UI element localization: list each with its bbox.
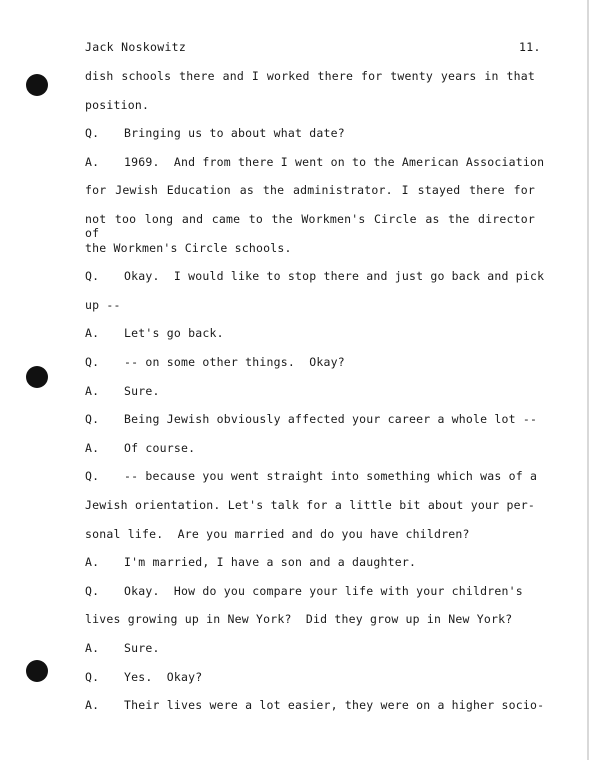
speaker-label: A. (85, 326, 100, 341)
line-text: Okay. How do you compare your life with your children's (124, 583, 523, 598)
line-text: Bringing us to about what date? (124, 126, 345, 141)
transcript-line (85, 98, 149, 112)
speaker-label: Q. (85, 355, 100, 369)
speaker-label: A. (85, 383, 100, 398)
transcript-line (85, 126, 345, 140)
line-text: Their lives were a lot easier, they were on a higher socio- (124, 698, 545, 713)
line-text: position. (85, 97, 150, 112)
transcript-line (85, 584, 523, 598)
transcript-line (85, 241, 292, 255)
line-text: the Workmen's Circle schools. (85, 240, 292, 255)
line-text: 1969. And from there I went on to the American Association (124, 154, 545, 169)
line-text: Sure. (124, 641, 160, 655)
line-text: Okay. I would like to stop there and just go back and pick (124, 269, 545, 284)
transcript-line (85, 212, 535, 240)
line-text: Yes. Okay? (124, 669, 203, 684)
speaker-label: Q. (85, 469, 100, 484)
binder-hole-middle (26, 366, 48, 388)
speaker-label: Q. (85, 412, 100, 427)
transcript-line (85, 298, 121, 312)
line-text: Sure. (124, 383, 160, 398)
transcript-line (85, 155, 544, 169)
line-text: Let's go back. (124, 326, 224, 341)
speaker-label: A. (85, 555, 100, 570)
speaker-label: Q. (85, 269, 100, 284)
line-text: dish schools there and I worked there for twenty years in that (85, 69, 535, 83)
speaker-label: Q. (85, 126, 100, 141)
line-text: Jewish orientation. Let's talk for a little bit about your per- (85, 498, 535, 512)
binder-hole-bottom (26, 660, 48, 682)
line-text: lives growing up in New York? Did they grow up in New York? (85, 612, 513, 627)
transcript-line (85, 326, 224, 340)
transcript-line (85, 698, 544, 712)
transcript-line (85, 441, 195, 455)
line-text: for Jewish Education as the administrator. I stayed there for (85, 183, 535, 198)
speaker-label: Q. (85, 583, 100, 598)
speaker-label: A. (85, 154, 100, 169)
speaker-label: A. (85, 698, 100, 713)
line-text: not too long and came to the Workmen's Circle as the director of (85, 212, 535, 240)
line-text: I'm married, I have a son and a daughter. (124, 555, 417, 570)
line-text: Of course. (124, 440, 196, 455)
transcript-line (85, 412, 537, 426)
transcript-line (85, 69, 535, 83)
header-page-number: 11. (519, 40, 541, 54)
transcript-line (85, 183, 535, 197)
line-text: sonal life. Are you married and do you have children? (85, 526, 470, 541)
line-text: -- on some other things. Okay? (124, 355, 345, 369)
transcript-line (85, 498, 535, 512)
transcript-line (85, 641, 160, 655)
transcript-line (85, 612, 512, 626)
binder-hole-top (26, 74, 48, 96)
speaker-label: A. (85, 641, 100, 655)
speaker-label: A. (85, 440, 100, 455)
transcript-line (85, 355, 345, 369)
transcript-line (85, 527, 470, 541)
line-text: up -- (85, 297, 121, 312)
header-author: Jack Noskowitz (85, 40, 187, 54)
transcript-line (85, 469, 537, 483)
speaker-label: Q. (85, 669, 100, 684)
line-text: -- because you went straight into something which was of a (124, 469, 538, 484)
transcript-line (85, 555, 416, 569)
line-text: Being Jewish obviously affected your career a whole lot -- (124, 412, 538, 427)
transcript-line (85, 670, 202, 684)
transcript-line (85, 269, 544, 283)
transcript-line (85, 384, 160, 398)
